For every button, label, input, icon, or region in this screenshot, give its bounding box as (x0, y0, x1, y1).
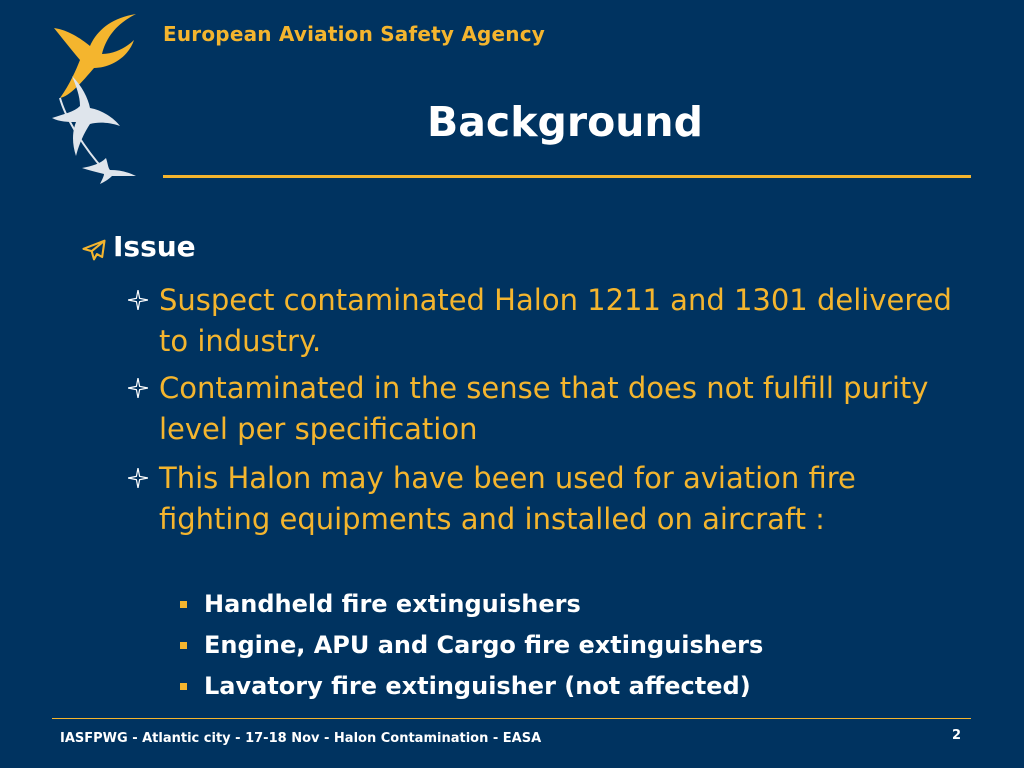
sub-bullet-text: Lavatory fire extinguisher (not affected) (204, 672, 751, 700)
square-bullet-icon (180, 683, 187, 690)
page-number: 2 (952, 728, 962, 743)
airplane-bullet-icon (80, 236, 108, 264)
square-bullet-icon (180, 642, 187, 649)
bullet-item (128, 280, 968, 362)
sparkle-bullet-icon (128, 290, 148, 310)
bullet-item (128, 458, 968, 540)
square-bullet-icon (180, 601, 187, 608)
sub-bullet-item (180, 589, 980, 619)
sub-bullet-item (180, 671, 980, 701)
footer-divider (52, 718, 971, 719)
bullet-text: Contaminated in the sense that does not fulfill purity level per specification (159, 371, 929, 446)
sub-bullet-text: Engine, APU and Cargo fire extinguishers (204, 631, 764, 659)
agency-name: European Aviation Safety Agency (163, 22, 546, 46)
sparkle-bullet-icon (128, 468, 148, 488)
sub-bullet-text: Handheld fire extinguishers (204, 590, 581, 618)
bullet-text: This Halon may have been used for aviation fire fighting equipments and installed on aircraft : (159, 461, 856, 536)
footer-text: IASFPWG - Atlantic city - 17-18 Nov - Halon Contamination - EASA (60, 731, 542, 746)
sub-bullet-item (180, 630, 980, 660)
slide-title: Background (427, 98, 703, 146)
heading-text: Issue (113, 230, 196, 263)
bullet-item (128, 368, 968, 450)
sparkle-bullet-icon (128, 378, 148, 398)
bullet-text: Suspect contaminated Halon 1211 and 1301 delivered to industry. (159, 283, 952, 358)
